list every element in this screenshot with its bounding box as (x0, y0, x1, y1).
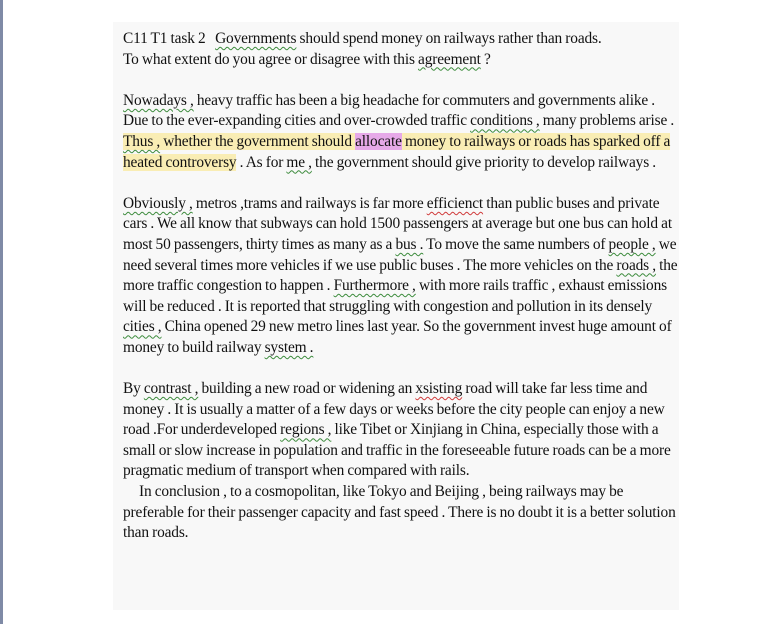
grammar-flag-cities[interactable]: cities , (123, 318, 162, 336)
body1-text: than public buses and private cars . We all know that subways can hold 1500 passengers at average but one bus can hold at most 50 passengers, thirty times as many as a (123, 194, 672, 253)
body2-text: building a new road or widening an (198, 380, 416, 398)
blank-line (123, 359, 683, 380)
body2-text: like Tibet or Xinjiang in China, especially those with a small or slow increase in population and traffic in the foreseeable future roads can be a more pragmatic medium of transport when compared with rails. (123, 421, 671, 480)
grammar-flag-me[interactable]: me , (286, 153, 312, 171)
highlight-text: whether the government should (160, 132, 356, 150)
highlighted-word-allocate: allocate (355, 132, 402, 150)
grammar-flag-agreement[interactable]: agreement (418, 50, 481, 68)
paragraph-body-1 (123, 194, 683, 359)
intro-text: . As for (236, 153, 287, 171)
highlight-text: money to railways or roads has sparked off a heated controversy (123, 132, 671, 171)
highlighted-sentence (123, 133, 355, 150)
body1-text: with more rails traffic , exhaust emissions will be reduced . It is reported that struggling with congestion and pollution in its densely (123, 277, 667, 315)
paragraph-conclusion (123, 482, 683, 544)
paragraph-body-2 (123, 379, 683, 482)
prompt-prefix: C11 T1 task 2 (123, 30, 206, 47)
essay-prompt (123, 29, 683, 70)
grammar-flag-thus[interactable]: Thus , (123, 132, 161, 150)
grammar-flag-roads[interactable]: roads , (616, 256, 656, 274)
grammar-flag-system[interactable]: system . (264, 338, 314, 356)
grammar-flag-governments[interactable]: Governments (215, 30, 297, 47)
body1-text: metros ,trams and railways is far more (192, 194, 427, 212)
intro-text: many problems arise . (539, 112, 675, 130)
grammar-flag-furthermore[interactable]: Furthermore , (333, 277, 416, 295)
blank-line (123, 70, 683, 91)
grammar-flag-people[interactable]: people , (608, 235, 656, 253)
grammar-flag-regions[interactable]: regions , (280, 421, 332, 439)
body1-text: To move the same numbers of (423, 235, 609, 253)
body1-text: we need several times more vehicles if we use public buses . The more vehicles on the (123, 235, 677, 274)
body1-text: China opened 29 new metro lines last year. So the government invest huge amount of money to build railway (123, 318, 672, 356)
body2-text: By (123, 380, 144, 398)
spelling-flag-efficienct[interactable]: efficienct (426, 194, 484, 212)
document-body[interactable] (123, 29, 683, 544)
prompt-question: To what extent do you agree or disagree with this (123, 50, 419, 68)
body1-text: the more traffic congestion to happen . (123, 256, 678, 295)
grammar-flag-bus[interactable]: bus . (395, 235, 424, 253)
grammar-flag-nowadays[interactable]: Nowadays , (123, 91, 194, 109)
prompt-text: should spend money on railways rather than roads. (296, 30, 602, 47)
body2-text: road will take far less time and money . It is usually a matter of a few days or weeks before the city people can enjoy a new road .For underdeveloped (123, 380, 665, 439)
blank-line (123, 173, 683, 194)
grammar-flag-conditions[interactable]: conditions , (470, 112, 540, 130)
paragraph-introduction (123, 91, 683, 173)
intro-text: the government should give priority to develop railways . (311, 153, 656, 171)
window-left-border (0, 0, 3, 624)
grammar-flag-obviously[interactable]: Obviously , (123, 194, 193, 212)
conclusion-text: In conclusion , to a cosmopolitan, like Tokyo and Beijing , being railways may be preferable for their passenger capacity and fast speed . There is no doubt it is a better solution than roads. (123, 483, 676, 542)
intro-text: heavy traffic has been a big headache for commuters and governments alike . Due to the ever-expanding cities and over-crowded traffic (123, 91, 655, 130)
grammar-flag-contrast[interactable]: contrast , (143, 380, 199, 398)
prompt-question-mark: ? (480, 50, 491, 68)
spelling-flag-xsisting[interactable]: xsisting (415, 380, 463, 398)
